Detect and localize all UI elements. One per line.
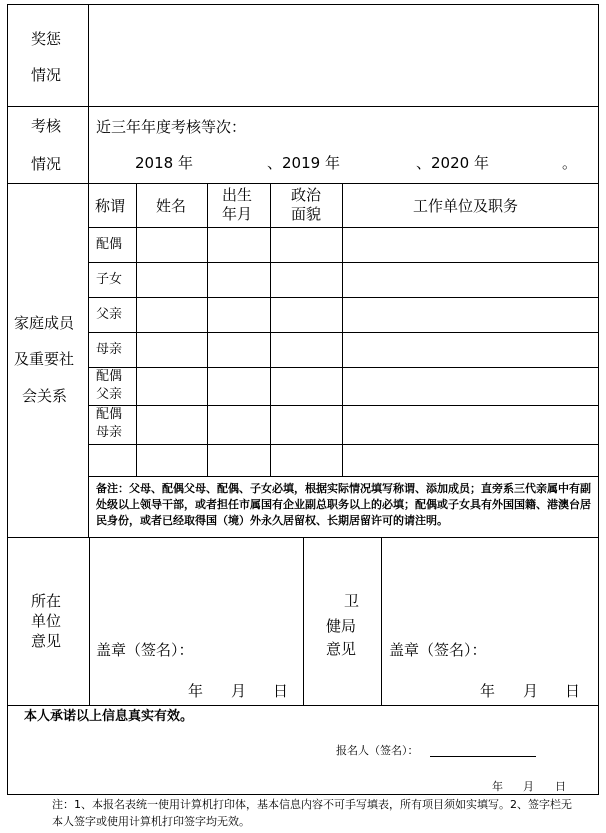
health-date-year: 年 xyxy=(480,682,496,700)
col-divider xyxy=(207,183,208,477)
row-divider xyxy=(88,476,599,477)
awards-label-line2: 情况 xyxy=(31,66,62,84)
relation-mother: 母亲 xyxy=(96,342,123,357)
table-border-bottom xyxy=(7,794,599,795)
row-divider xyxy=(88,262,599,263)
col-divider xyxy=(89,537,90,706)
family-label-line1: 家庭成员 xyxy=(14,314,75,332)
unit-opinion-label-line3: 意见 xyxy=(31,632,62,650)
header-politics-line2: 面貌 xyxy=(291,205,322,223)
row-divider xyxy=(88,227,599,228)
assessment-end-mark: 。 xyxy=(562,154,578,172)
col-divider xyxy=(303,537,304,706)
form-footnote: 注：1、本报名表统一使用计算机打印体，基本信息内容不可手写填表，所有项目须如实填写。2、签字栏无本人签字或使用计算机打印签字均无效。 xyxy=(52,798,572,828)
unit-date-year: 年 xyxy=(188,682,204,700)
unit-seal-signature: 盖章（签名）： xyxy=(96,641,194,659)
relation-spouse-father-line2: 父亲 xyxy=(96,387,123,402)
col-divider xyxy=(136,183,137,477)
awards-field[interactable] xyxy=(90,6,596,104)
header-work-unit: 工作单位及职务 xyxy=(413,197,519,215)
label-column-divider xyxy=(88,4,89,538)
row-divider xyxy=(88,405,599,406)
family-remark: 备注：父母、配偶父母、配偶、子女必填，根据实际情况填写称谓、添加成员；直旁系三代亲属中有副处级以上领导干部，或者担任市属国有企业副总职务以上的必填；配偶或子女具有外国国籍、港澳台居民身份，或者已经取得国（境）外永久居留权、长期居留许可的请注明。 xyxy=(96,482,591,527)
signature-line[interactable] xyxy=(430,756,536,757)
health-opinion-label-line1: 卫 xyxy=(344,592,360,610)
assessment-year-2019: 、2019 年 xyxy=(267,154,340,172)
row-divider xyxy=(7,183,599,184)
unit-opinion-label-line1: 所在 xyxy=(31,592,62,610)
table-border-left xyxy=(7,4,8,795)
family-label-line2: 及重要社 xyxy=(14,350,75,368)
pledge-statement: 本人承诺以上信息真实有效。 xyxy=(24,709,194,724)
relation-spouse: 配偶 xyxy=(96,237,123,252)
relation-spouse-mother-line1: 配偶 xyxy=(96,407,123,422)
relation-child: 子女 xyxy=(96,272,123,287)
relation-spouse-mother-line2: 母亲 xyxy=(96,425,123,440)
family-label-line3: 会关系 xyxy=(22,387,68,405)
assessment-year-2018: 2018 年 xyxy=(135,154,193,172)
table-border-right xyxy=(598,4,599,795)
relation-father: 父亲 xyxy=(96,307,123,322)
awards-label-line1: 奖惩 xyxy=(31,30,62,48)
assessment-year-2020: 、2020 年 xyxy=(416,154,489,172)
pledge-signer-label: 报名人（签名）： xyxy=(336,744,419,757)
assessment-label-line1: 考核 xyxy=(31,117,62,135)
pledge-date-day: 日 xyxy=(555,780,566,793)
health-date-month: 月 xyxy=(523,682,539,700)
health-opinion-label-line2: 健局 xyxy=(326,617,357,635)
unit-date-month: 月 xyxy=(231,682,247,700)
row-divider xyxy=(88,444,599,445)
health-seal-signature: 盖章（签名）： xyxy=(389,641,487,659)
row-divider xyxy=(88,332,599,333)
col-divider xyxy=(270,183,271,477)
header-name: 姓名 xyxy=(156,197,187,215)
col-divider xyxy=(342,183,343,477)
assessment-label-line2: 情况 xyxy=(31,155,62,173)
health-opinion-label-line3: 意见 xyxy=(326,640,357,658)
unit-date-day: 日 xyxy=(273,682,289,700)
pledge-date-month: 月 xyxy=(523,780,534,793)
header-title: 称谓 xyxy=(95,197,126,215)
health-date-day: 日 xyxy=(565,682,581,700)
row-divider xyxy=(88,367,599,368)
header-politics-line1: 政治 xyxy=(291,186,322,204)
row-divider xyxy=(88,297,599,298)
table-border-top xyxy=(7,4,599,5)
row-divider xyxy=(7,106,599,107)
unit-opinion-label-line2: 单位 xyxy=(31,612,62,630)
assessment-prompt: 近三年年度考核等次： xyxy=(96,118,247,136)
header-birth-line2: 年月 xyxy=(222,205,253,223)
header-birth-line1: 出生 xyxy=(222,186,253,204)
col-divider xyxy=(381,537,382,706)
pledge-date-year: 年 xyxy=(492,780,503,793)
relation-spouse-father-line1: 配偶 xyxy=(96,369,123,384)
